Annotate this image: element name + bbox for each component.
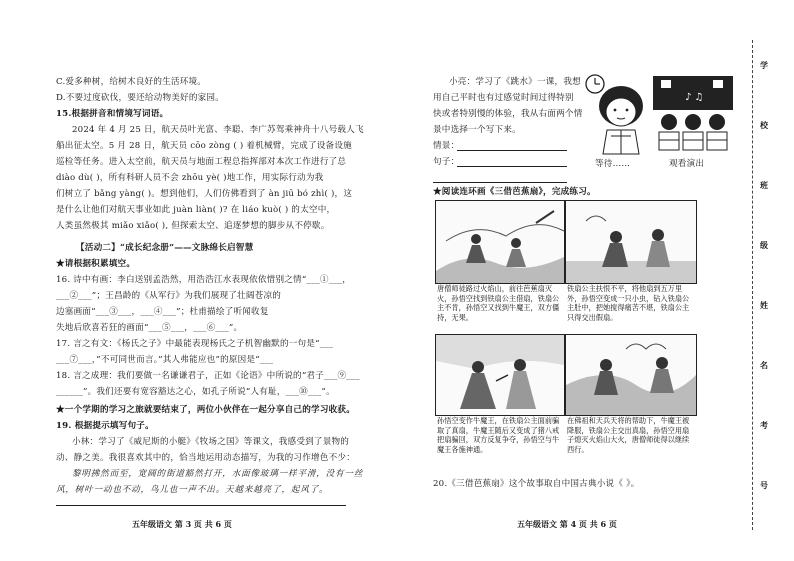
show-label: 观看演出	[669, 159, 705, 169]
comic-caption-3: 孙悟空变作牛魔王，在铁扇公主面前骗取了真扇，牛魔王随后又变成了猪八戒把扇骗回，双方反复争夺，孙悟空与牛魔王各施神通。	[437, 416, 560, 454]
comic-caption-1: 唐僧师徒路过火焰山，前往芭蕉扇灭火，孙悟空找到铁扇公主借扇，铁扇公主不肯，孙悟空又找到牛魔王，双方僵持，无果。	[437, 284, 560, 322]
q17-line: 17. 言之有文：《杨氏之子》中最能表现杨氏之子机智幽默的一句是“___	[56, 339, 334, 349]
comic-panel-2-image	[565, 200, 697, 284]
page-footer: 五年级语文 第 4 页 共 6 页	[517, 519, 617, 529]
comic-panel-1-image	[435, 200, 565, 284]
accumulate-prompt: ★请根据积累填空。	[56, 259, 136, 269]
q16-line: 边塞画面“___③___，___④___”；杜甫描绘了听闻收复	[56, 307, 269, 317]
q18-line: ______”。我们还要有宽容豁达之心，如孔子所说“人有耻，___⑩___”。	[56, 387, 335, 397]
margin-label: 号	[760, 480, 768, 490]
q19-text: 动、静之美。我很喜欢其中的，恰当地运用动态描写，为我的习作增色不少：	[56, 453, 355, 463]
q19-title: 19. 根据提示填写句子。	[56, 421, 154, 431]
option-d: D.不要过度砍伐，要还给动物美好的家园。	[56, 93, 225, 103]
q-intro: 小亮：学习了《跳水》一课，我想	[449, 77, 581, 87]
right-page	[397, 0, 794, 561]
comic-panel-4-image	[565, 334, 697, 416]
sentence-label: 句子：	[433, 157, 460, 167]
star-line: ★一个学期的学习之旅就要结束了，两位小伙伴在一起分享自己的学习收获。	[56, 405, 355, 415]
answer-line[interactable]	[56, 505, 346, 506]
binding-dashed-line	[752, 40, 753, 530]
q15-line: 人类虽然极其 miǎo xiǎo( ), 但探索太空、追逐梦想的脚步从不停歇。	[56, 221, 330, 231]
q15-line: 是什么让他们对航天事业如此 juàn liàn( )? 在 liáo kuò( ) 的太空中，	[56, 205, 336, 215]
q15-line: 巡检等任务。进入太空前，航天员与地面工程总指挥部对本次工作进行了总	[56, 157, 347, 167]
q-intro: 用自己平时也有过感觉时间过得特别	[433, 93, 574, 103]
margin-label: 姓	[760, 300, 768, 310]
margin-label: 学	[760, 60, 768, 70]
margin-label: 级	[760, 240, 768, 250]
waiting-girl-image	[581, 72, 651, 156]
scene-label: 情景：	[433, 141, 460, 151]
q16-line: 16. 诗中有画：李白送别孟浩然，用浩浩江水表现依依惜别之情“___①___，	[56, 275, 351, 285]
comic-caption-2: 铁扇公主扶恨不平，将他扇到五万里外，孙悟空变成一只小虫，钻入铁扇公主肚中，把她搅得痛苦不堪，铁扇公主只得交出假扇。	[567, 284, 690, 322]
comic-caption-4: 在佛祖和天兵天将的帮助下，牛魔王被降服，铁扇公主交出真扇，孙悟空用扇子熄灭火焰山大火，唐僧师徒得以继续西行。	[567, 416, 690, 454]
margin-label: 班	[760, 180, 768, 190]
q16-line: 失地后欣喜若狂的画面“___⑤___，___⑥___”。	[56, 323, 243, 333]
q19-text: 小林：学习了《威尼斯的小艇》《牧场之国》等课文，我感受到了景物的	[72, 437, 350, 447]
q15-title: 15.根据拼音和情境写词语。	[56, 109, 169, 119]
q15-line: diào dù( )，所有科研人员不会 zhōu yè( )地工作，用实际行动为我	[56, 173, 324, 183]
sentence-answer-line[interactable]	[457, 166, 567, 167]
option-c: C.爱多种树，给树木良好的生活环境。	[56, 77, 207, 87]
comic-panel-3-image	[435, 334, 565, 416]
q19-quote: 风，树叶一动也不动，鸟儿也一声不出。天越来越亮了，起风了。	[56, 485, 329, 495]
scene-answer-line[interactable]	[457, 150, 567, 151]
q18-line: 18. 言之成理：我们要做一名谦谦君子，正如《论语》中所说的“君子___⑨___	[56, 371, 360, 381]
q15-line: 船出征太空。5 月 28 日，航天员 cōo zòng ( ) 着机械臂，完成了设备设施	[56, 141, 352, 151]
page-footer: 五年级语文 第 3 页 共 6 页	[132, 519, 232, 529]
q20-text: 20.《三借芭蕉扇》这个故事取自中国古典小说《 》。	[433, 479, 640, 489]
sentence-answer-line[interactable]	[433, 182, 567, 183]
q19-quote: 黎明拂然而至，宽阔的街道豁然打开，水面像玻璃一样平滑，没有一丝	[72, 469, 364, 479]
margin-label: 校	[760, 120, 768, 130]
margin-label: 考	[760, 420, 768, 430]
waiting-label: 等待……	[595, 159, 631, 169]
svg-text:♪ ♫: ♪ ♫	[685, 92, 704, 103]
q-intro: 景中选择一个写下来。	[433, 125, 521, 135]
show-audience-image	[651, 72, 735, 156]
q15-line: 们树立了 bǎng yàng( )。想到他们，人们仿佛看到了 àn jiū bó zhì( )，这	[56, 189, 353, 199]
q15-line: 2024 年 4 月 25 日，航天员叶光富、李聪、李广苏驾乘神舟十八号载人飞	[72, 125, 364, 135]
q16-line: ___②___”；王昌龄的《从军行》为我们展现了壮阔苍凉的	[56, 291, 282, 301]
activity-title: 【活动二】“成长纪念册”——文脉绵长启智慧	[76, 243, 254, 253]
q-intro: 快或者特别慢的体验，我从右面两个情	[433, 109, 583, 119]
q17-line: ___⑦___，”不可同世而言。”其人弗能应也”的原因是“___	[56, 355, 274, 365]
comic-prompt: ★阅读连环画《三借芭蕉扇》，完成练习。	[433, 187, 596, 197]
margin-label: 名	[760, 360, 768, 370]
